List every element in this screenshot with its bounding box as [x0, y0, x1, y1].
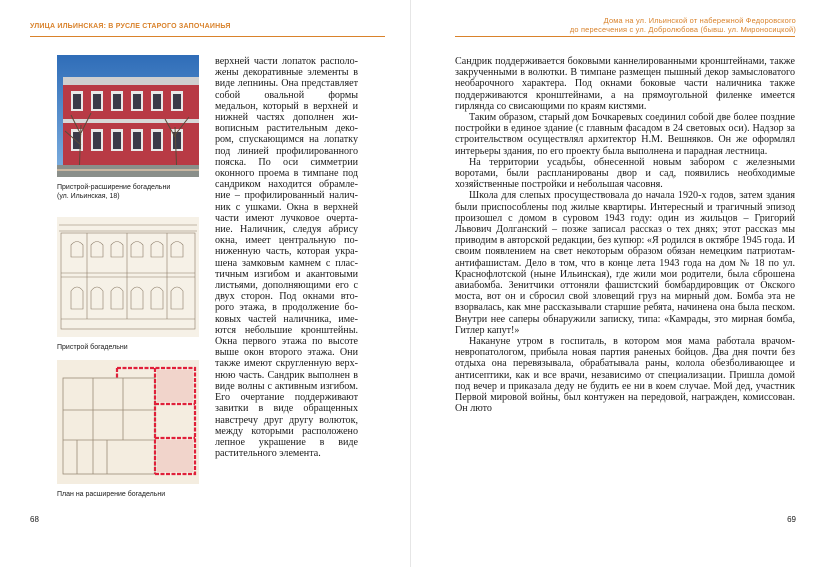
almshouse-photo [57, 55, 199, 177]
elevation-caption: Пристрой богадельни [57, 344, 128, 351]
running-head-right-line2: до пересечения с ул. Добролюбова (бывш. ул. Мироносицкой) [569, 25, 796, 34]
page-number-left: 68 [30, 515, 39, 524]
right-body-text [455, 56, 795, 415]
running-head-right-line1: Дома на ул. Ильинской от набережной Федоровского [603, 16, 796, 25]
page-number-right: 69 [787, 515, 796, 524]
right-paragraph-2: Таким образом, старый дом Бочкаревых соединил собой две более поздние постройки в единое здание (с главным фасадом в 24 световых оси). Надзор за строительством осуществлял архитектор Н.М. Вешняков. Он же оформлял интерьеры здания, по его проекту была выполнена и парадная лестница. [455, 112, 795, 157]
right-paragraph-3: На территории усадьбы, обнесенной новым забором с железными воротами, были распланированы двор и сад, появились необходимые хозяйственные постройки и небольшая часовня. [455, 156, 795, 191]
photo-caption: Пристрой-расширение богадельни (ул. Ильинская, 18) [57, 184, 171, 200]
left-paragraph: верхней части лопаток расположены декоративные элементы в виде лепнины. Она представляет собой овальной формы медальон, который в верхней и нижней частях дополнен живописным растительным декором, спускающимся на лопатку под линией профилированного пояска. По оси симметрии оконного проема в тимпане под сандриком находится обрамление – профилированный наличник с ушками. Окна в верхней части имеют лучковое очертание. Наличник, следуя абрису окна, имеет центральную пониженную часть, которая украшена замковым камнем с пластичным изгибом и акантовыми листьями, дополняющими его с двух сторон. Под окнами второго этажа, в продолжение боковых частей наличника, имеются небольшие кронштейны. Окна первого этажа по высоте выше окон второго этажа. Они также имеют скругленную верхнюю часть. Сандрик выполнен в виде волны с активным изгибом. Его очертание поддерживают завитки в виде обращенных навстречу друг другу волюток, между которыми расположено лепное украшение в виде растительного элемента. [215, 56, 358, 460]
running-head-left: УЛИЦА ИЛЬИНСКАЯ: В РУСЛЕ СТАРОГО ЗАПОЧАИНЬЯ [30, 23, 231, 30]
floor-plan-drawing [57, 360, 199, 484]
right-paragraph-5: Накануне утром в госпиталь, в котором моя мама работала врачом-невропатологом, прибыла новая партия раненых бойцов. Два дня почти без отдыха она перевязывала, обрабатывала раны, колола обезболивающее и антисептики, как и все врачи, независимо от специализации. Пришла домой под вечер и приказала деду не будить ее ни в коем случае. Мой дед, участник Первой мировой войны, был контужен на передовой, награжден, комиссован. Он люто [455, 336, 795, 415]
header-rule-left [30, 36, 385, 37]
left-body-text [215, 56, 358, 459]
right-paragraph-4: Школа для слепых просуществовала до начала 1920-х годов, затем здания были приспособлены под жилые квартиры. Интересный и трагичный эпизод произошел с домом в суровом 1943 году: один из жильцов – Григорий Львович Долганский – позже записал рассказ о тех днях; этот рассказ мы приводим в авторской редакции, без купюр: «Я родился в октябре 1945 года. И своим появлением на свет некоторым образом обязан немецким патриотам-антифашистам. Дело в том, что в конце лета 1943 года на дом № 18 по ул. Краснофлотской (ныне Ильинская), где жили мои родители, была сброшена авиабомба. Зенитчики оттоняли фашистский бомбардировщик от Окского моста, вот он и сбросил свой зловещий груз на мирный дом. Бомба эта не взорвалась, как мне рассказывали старшие ребята, начинена она была песком. Внутри нее саперы обнаружили записку, типа: «Камрады, это мирная бомба, Гитлер капут!» [455, 190, 795, 336]
elevation-drawing [57, 217, 199, 337]
header-rule-right [455, 36, 795, 37]
plan-caption: План на расширение богадельни [57, 491, 166, 498]
right-paragraph-1: Сандрик поддерживается боковыми каннелированными кронштейнами, также закрученными в волютки. В тимпане размещен пышный декор замысловатого необарочного характера. Под окнами боковые части наличника также поддерживаются кронштейнами, а на прямоугольной филенке имеется гирлянда со свисающими по краям кистями. [455, 56, 795, 112]
running-head-right [570, 16, 796, 34]
right-page [411, 0, 822, 567]
